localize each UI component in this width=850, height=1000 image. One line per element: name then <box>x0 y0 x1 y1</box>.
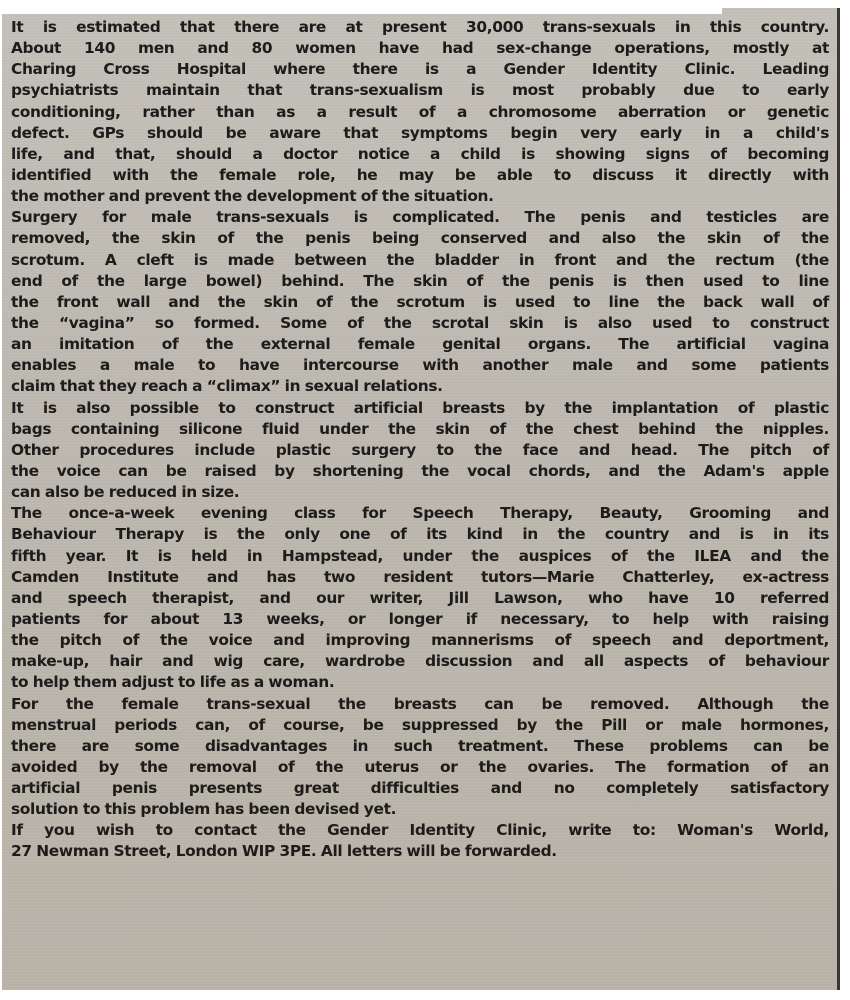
paragraph-prevalence <box>11 17 829 207</box>
text-line: Charing Cross Hospital where there is a Gender Identity Clinic. Leading <box>11 60 829 79</box>
text-line: It is estimated that there are at present 30,000 trans-sexuals in this country. <box>11 18 829 36</box>
paragraph-evening-class <box>11 503 829 693</box>
contact-address: 27 Newman Street, London WIP 3PE. All letters will be forwarded. <box>11 842 557 861</box>
text-line: fifth year. It is held in Hampstead, under the auspices of the ILEA and the <box>11 546 829 565</box>
text-line: an imitation of the external female genital organs. The artificial vagina <box>11 335 829 354</box>
text-line: Behaviour Therapy is the only one of its kind in the country and is in its <box>11 525 829 544</box>
text-line: conditioning, rather than as a result of a chromosome aberration or genetic <box>11 102 829 121</box>
text-line: avoided by the removal of the uterus or the ovaries. The formation of an <box>11 757 829 776</box>
text-line: About 140 men and 80 women have had sex-change operations, mostly at <box>11 39 829 58</box>
text-line: end of the large bowel) behind. The skin of the penis is then used to line <box>11 271 829 290</box>
text-line: It is also possible to construct artificial breasts by the implantation of plastic <box>11 398 829 417</box>
article-body <box>11 17 829 863</box>
text-line: Other procedures include plastic surgery to the face and head. The pitch of <box>11 440 829 459</box>
text-line: the front wall and the skin of the scrotum is used to line the back wall of <box>11 292 829 311</box>
text-line: to help them adjust to life as a woman. <box>11 673 335 692</box>
text-line: can also be reduced in size. <box>11 483 240 502</box>
text-line: the pitch of the voice and improving mannerisms of speech and deportment, <box>11 631 829 650</box>
text-line: solution to this problem has been devised yet. <box>11 800 397 819</box>
text-line: patients for about 13 weeks, or longer if necessary, to help with raising <box>11 609 829 628</box>
paragraph-other-procedures <box>11 398 829 504</box>
top-margin-strip <box>2 8 722 14</box>
text-line: and speech therapist, and our writer, Jill Lawson, who have 10 referred <box>11 588 829 607</box>
paragraph-male-surgery <box>11 207 829 397</box>
text-line: bags containing silicone fluid under the skin of the chest behind the nipples. <box>11 419 829 438</box>
text-line: claim that they reach a “climax” in sexual relations. <box>11 377 443 396</box>
text-line: artificial penis presents great difficulties and no completely satisfactory <box>11 779 829 798</box>
text-line: psychiatrists maintain that trans-sexualism is most probably due to early <box>11 81 829 100</box>
text-line: Surgery for male trans-sexuals is complicated. The penis and testicles are <box>11 208 829 227</box>
text-line: Camden Institute and has two resident tutors—Marie Chatterley, ex-actress <box>11 567 829 586</box>
text-line: menstrual periods can, of course, be suppressed by the Pill or male hormones, <box>11 715 829 734</box>
text-line: there are some disadvantages in such treatment. These problems can be <box>11 736 829 755</box>
paragraph-contact <box>11 820 829 862</box>
text-line: make-up, hair and wig care, wardrobe discussion and all aspects of behaviour <box>11 652 829 671</box>
newsprint-clipping <box>2 8 840 990</box>
text-line: life, and that, should a doctor notice a child is showing signs of becoming <box>11 144 829 163</box>
text-line: the voice can be raised by shortening the vocal chords, and the Adam's apple <box>11 461 829 480</box>
text-line: the mother and prevent the development of the situation. <box>11 187 494 206</box>
text-line: defect. GPs should be aware that symptoms begin very early in a child's <box>11 123 829 142</box>
text-line: If you wish to contact the Gender Identity Clinic, write to: Woman's World, <box>11 821 829 840</box>
text-line: removed, the skin of the penis being conserved and also the skin of the <box>11 229 829 248</box>
text-line: the “vagina” so formed. Some of the scrotal skin is also used to construct <box>11 313 829 332</box>
paragraph-female-surgery <box>11 694 829 821</box>
text-line: identified with the female role, he may be able to discuss it directly with <box>11 165 829 184</box>
text-line: The once-a-week evening class for Speech Therapy, Beauty, Grooming and <box>11 504 829 523</box>
text-line: scrotum. A cleft is made between the bladder in front and the rectum (the <box>11 250 829 269</box>
text-line: enables a male to have intercourse with another male and some patients <box>11 356 829 375</box>
text-line: For the female trans-sexual the breasts can be removed. Although the <box>11 694 829 713</box>
